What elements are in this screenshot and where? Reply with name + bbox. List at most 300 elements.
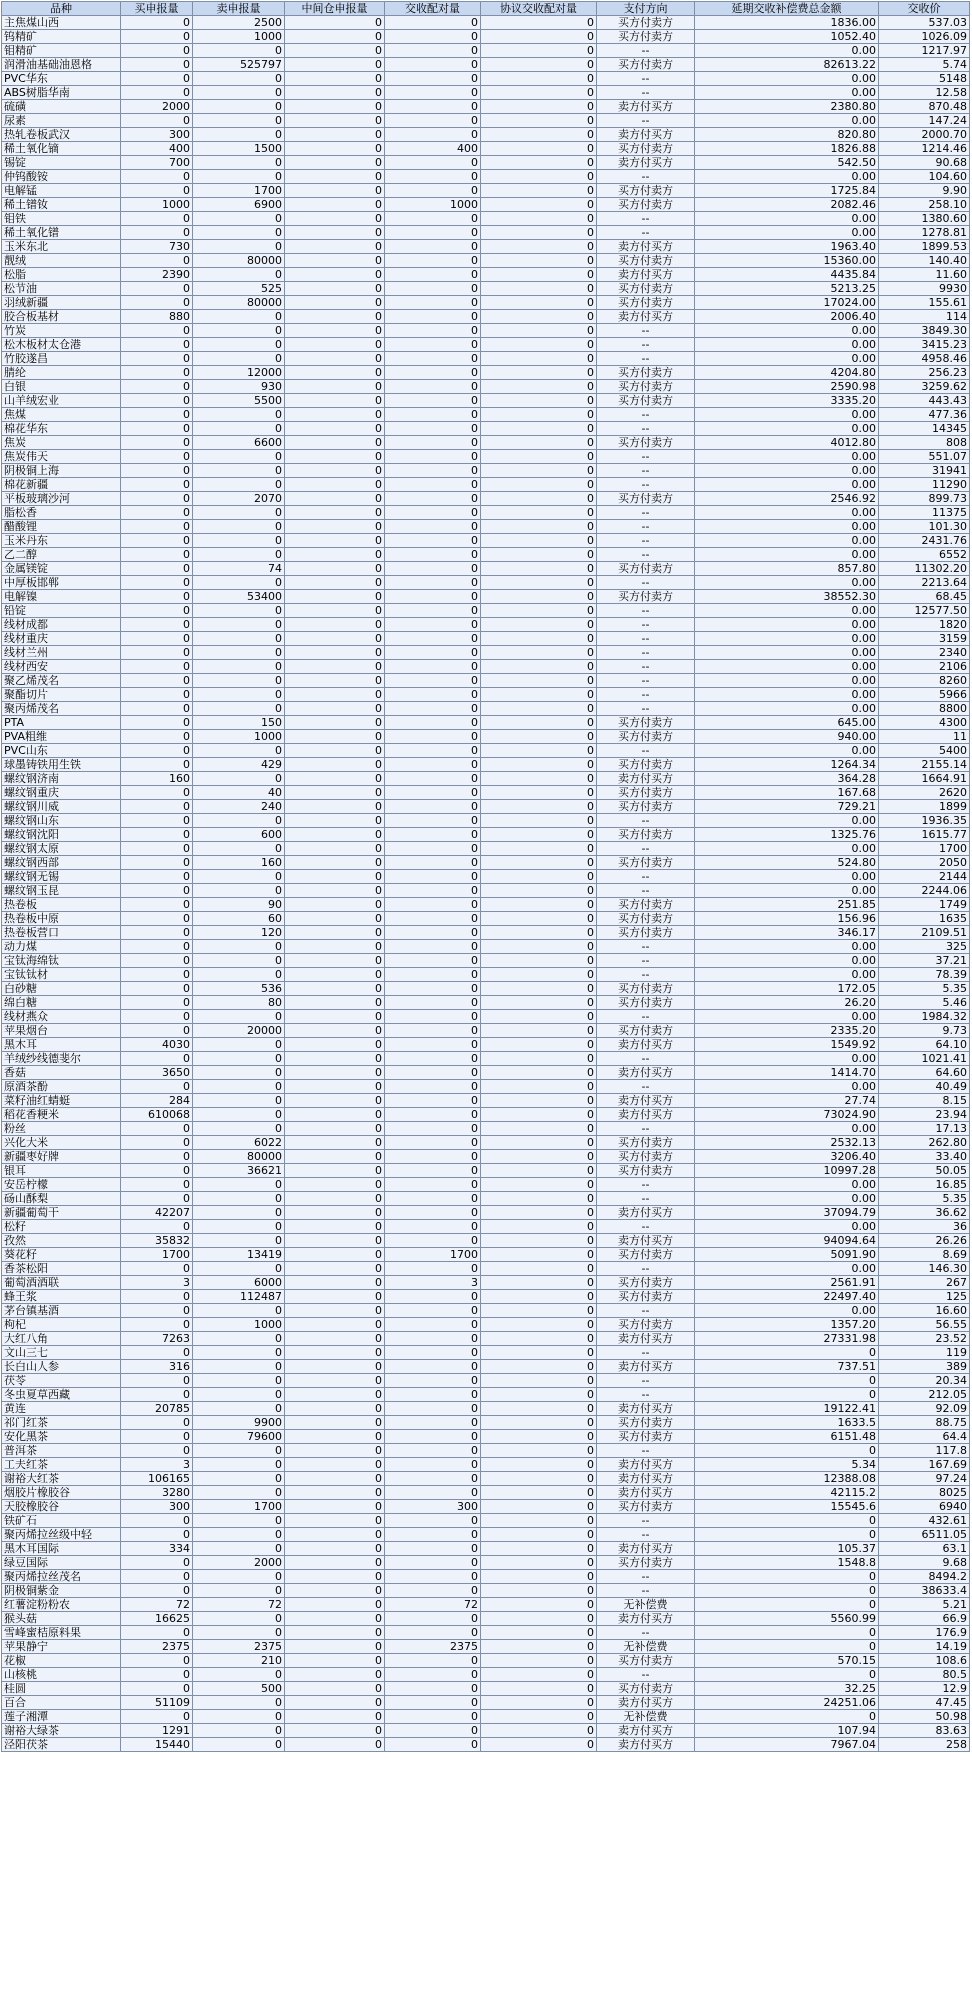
table-row: [2, 380, 970, 394]
cell-delivery-price: 5.46: [879, 996, 970, 1010]
cell-variety: 螺纹钢重庆: [2, 786, 121, 800]
cell-sell-qty: 13419: [193, 1248, 285, 1262]
cell-compensation-total: 857.80: [695, 562, 879, 576]
cell-sell-qty: 0: [193, 646, 285, 660]
cell-matched-qty: 0: [385, 814, 481, 828]
cell-payment-direction: 卖方付买方: [597, 128, 695, 142]
cell-payment-direction: 卖方付买方: [597, 240, 695, 254]
cell-payment-direction: 买方付卖方: [597, 898, 695, 912]
cell-agreement-qty: 0: [481, 408, 597, 422]
cell-middle-qty: 0: [285, 464, 385, 478]
cell-middle-qty: 0: [285, 324, 385, 338]
cell-buy-qty: 0: [121, 1388, 193, 1402]
cell-delivery-price: 389: [879, 1360, 970, 1374]
cell-delivery-price: 68.45: [879, 590, 970, 604]
table-row: [2, 1318, 970, 1332]
cell-delivery-price: 1635: [879, 912, 970, 926]
table-row: [2, 1304, 970, 1318]
table-row: [2, 1290, 970, 1304]
cell-delivery-price: 114: [879, 310, 970, 324]
cell-agreement-qty: 0: [481, 1234, 597, 1248]
cell-payment-direction: 买方付卖方: [597, 758, 695, 772]
cell-middle-qty: 0: [285, 618, 385, 632]
cell-sell-qty: 210: [193, 1654, 285, 1668]
cell-middle-qty: 0: [285, 534, 385, 548]
cell-sell-qty: 0: [193, 100, 285, 114]
cell-middle-qty: 0: [285, 226, 385, 240]
cell-payment-direction: --: [597, 44, 695, 58]
cell-sell-qty: 2375: [193, 1640, 285, 1654]
cell-matched-qty: 0: [385, 702, 481, 716]
cell-matched-qty: 0: [385, 408, 481, 422]
cell-compensation-total: 24251.06: [695, 1696, 879, 1710]
cell-payment-direction: --: [597, 870, 695, 884]
cell-buy-qty: 0: [121, 1010, 193, 1024]
cell-variety: 线材重庆: [2, 632, 121, 646]
cell-payment-direction: --: [597, 478, 695, 492]
table-row: [2, 1094, 970, 1108]
table-row: [2, 814, 970, 828]
cell-sell-qty: 0: [193, 1486, 285, 1500]
cell-matched-qty: 0: [385, 478, 481, 492]
cell-agreement-qty: 0: [481, 492, 597, 506]
table-row: [2, 1584, 970, 1598]
cell-sell-qty: 0: [193, 1570, 285, 1584]
cell-buy-qty: 1000: [121, 198, 193, 212]
cell-compensation-total: 0.00: [695, 1122, 879, 1136]
cell-middle-qty: 0: [285, 1094, 385, 1108]
cell-variety: 稀土氧化镝: [2, 142, 121, 156]
cell-agreement-qty: 0: [481, 1430, 597, 1444]
cell-variety: 烟胶片橡胶谷: [2, 1486, 121, 1500]
cell-sell-qty: 0: [193, 576, 285, 590]
cell-payment-direction: --: [597, 1374, 695, 1388]
cell-agreement-qty: 0: [481, 296, 597, 310]
cell-delivery-price: 899.73: [879, 492, 970, 506]
header-agreement-qty: 协议交收配对量: [481, 2, 597, 16]
cell-middle-qty: 0: [285, 1248, 385, 1262]
cell-compensation-total: 542.50: [695, 156, 879, 170]
cell-agreement-qty: 0: [481, 268, 597, 282]
cell-payment-direction: 买方付卖方: [597, 380, 695, 394]
table-row: [2, 786, 970, 800]
cell-agreement-qty: 0: [481, 478, 597, 492]
cell-sell-qty: 0: [193, 1696, 285, 1710]
cell-middle-qty: 0: [285, 44, 385, 58]
cell-buy-qty: 700: [121, 156, 193, 170]
cell-buy-qty: 0: [121, 1570, 193, 1584]
table-row: [2, 758, 970, 772]
cell-delivery-price: 40.49: [879, 1080, 970, 1094]
cell-compensation-total: 42115.2: [695, 1486, 879, 1500]
cell-agreement-qty: 0: [481, 142, 597, 156]
table-row: [2, 884, 970, 898]
cell-variety: 螺纹钢玉昆: [2, 884, 121, 898]
cell-compensation-total: 3335.20: [695, 394, 879, 408]
cell-compensation-total: 0: [695, 1514, 879, 1528]
cell-middle-qty: 0: [285, 1206, 385, 1220]
cell-buy-qty: 2375: [121, 1640, 193, 1654]
cell-buy-qty: 0: [121, 562, 193, 576]
table-row: [2, 1668, 970, 1682]
cell-buy-qty: 0: [121, 982, 193, 996]
cell-payment-direction: 买方付卖方: [597, 1318, 695, 1332]
cell-agreement-qty: 0: [481, 1136, 597, 1150]
table-row: [2, 156, 970, 170]
cell-buy-qty: 300: [121, 128, 193, 142]
cell-middle-qty: 0: [285, 240, 385, 254]
cell-payment-direction: 买方付卖方: [597, 492, 695, 506]
cell-delivery-price: 2244.06: [879, 884, 970, 898]
cell-variety: 热卷板: [2, 898, 121, 912]
cell-payment-direction: --: [597, 702, 695, 716]
cell-compensation-total: 0.00: [695, 44, 879, 58]
cell-matched-qty: 0: [385, 450, 481, 464]
cell-middle-qty: 0: [285, 170, 385, 184]
cell-sell-qty: 2070: [193, 492, 285, 506]
cell-matched-qty: 0: [385, 436, 481, 450]
cell-sell-qty: 9900: [193, 1416, 285, 1430]
table-row: [2, 1458, 970, 1472]
cell-buy-qty: 15440: [121, 1738, 193, 1752]
cell-payment-direction: --: [597, 674, 695, 688]
cell-matched-qty: 0: [385, 366, 481, 380]
cell-middle-qty: 0: [285, 1458, 385, 1472]
cell-agreement-qty: 0: [481, 1094, 597, 1108]
cell-compensation-total: 0.00: [695, 884, 879, 898]
cell-agreement-qty: 0: [481, 366, 597, 380]
cell-matched-qty: 0: [385, 912, 481, 926]
cell-matched-qty: 0: [385, 1038, 481, 1052]
cell-sell-qty: 0: [193, 1108, 285, 1122]
cell-variety: 祁门红茶: [2, 1416, 121, 1430]
cell-variety: 线材燕众: [2, 1010, 121, 1024]
cell-middle-qty: 0: [285, 1514, 385, 1528]
cell-middle-qty: 0: [285, 128, 385, 142]
cell-sell-qty: 0: [193, 520, 285, 534]
cell-sell-qty: 0: [193, 702, 285, 716]
cell-payment-direction: --: [597, 842, 695, 856]
cell-delivery-price: 1026.09: [879, 30, 970, 44]
cell-delivery-price: 14345: [879, 422, 970, 436]
cell-payment-direction: --: [597, 548, 695, 562]
cell-middle-qty: 0: [285, 352, 385, 366]
header-row: [2, 2, 970, 16]
cell-variety: 竹炭: [2, 324, 121, 338]
cell-delivery-price: 88.75: [879, 1416, 970, 1430]
cell-variety: 文山三七: [2, 1346, 121, 1360]
table-row: [2, 618, 970, 632]
cell-delivery-price: 47.45: [879, 1696, 970, 1710]
cell-payment-direction: --: [597, 226, 695, 240]
cell-variety: 热卷板中原: [2, 912, 121, 926]
cell-compensation-total: 737.51: [695, 1360, 879, 1374]
table-row: [2, 268, 970, 282]
table-row: [2, 982, 970, 996]
cell-buy-qty: 0: [121, 338, 193, 352]
cell-compensation-total: 0.00: [695, 324, 879, 338]
cell-sell-qty: 0: [193, 1220, 285, 1234]
cell-buy-qty: 0: [121, 1136, 193, 1150]
cell-sell-qty: 1000: [193, 1318, 285, 1332]
cell-buy-qty: 0: [121, 856, 193, 870]
cell-matched-qty: 0: [385, 1710, 481, 1724]
table-row: [2, 30, 970, 44]
cell-buy-qty: 16625: [121, 1612, 193, 1626]
table-row: [2, 1108, 970, 1122]
table-row: [2, 702, 970, 716]
cell-middle-qty: 0: [285, 408, 385, 422]
cell-variety: 雪峰蜜桔原料果: [2, 1626, 121, 1640]
cell-compensation-total: 10997.28: [695, 1164, 879, 1178]
cell-sell-qty: 20000: [193, 1024, 285, 1038]
cell-delivery-price: 5.35: [879, 982, 970, 996]
cell-agreement-qty: 0: [481, 618, 597, 632]
cell-agreement-qty: 0: [481, 1598, 597, 1612]
cell-variety: 热卷板营口: [2, 926, 121, 940]
cell-variety: 银耳: [2, 1164, 121, 1178]
cell-variety: 普洱茶: [2, 1444, 121, 1458]
cell-agreement-qty: 0: [481, 198, 597, 212]
cell-middle-qty: 0: [285, 478, 385, 492]
cell-variety: 冬虫夏草西藏: [2, 1388, 121, 1402]
cell-delivery-price: 6552: [879, 548, 970, 562]
table-row: [2, 534, 970, 548]
cell-payment-direction: 买方付卖方: [597, 856, 695, 870]
cell-matched-qty: 0: [385, 1290, 481, 1304]
cell-compensation-total: 1963.40: [695, 240, 879, 254]
cell-buy-qty: 610068: [121, 1108, 193, 1122]
cell-buy-qty: 0: [121, 1528, 193, 1542]
cell-delivery-price: 11302.20: [879, 562, 970, 576]
table-row: [2, 198, 970, 212]
cell-middle-qty: 0: [285, 758, 385, 772]
table-row: [2, 1514, 970, 1528]
cell-sell-qty: 5500: [193, 394, 285, 408]
cell-payment-direction: --: [597, 450, 695, 464]
cell-agreement-qty: 0: [481, 114, 597, 128]
cell-middle-qty: 0: [285, 884, 385, 898]
cell-delivery-price: 5.35: [879, 1192, 970, 1206]
cell-sell-qty: 0: [193, 968, 285, 982]
cell-matched-qty: 0: [385, 926, 481, 940]
table-row: [2, 1626, 970, 1640]
cell-sell-qty: 0: [193, 352, 285, 366]
cell-agreement-qty: 0: [481, 1122, 597, 1136]
cell-agreement-qty: 0: [481, 1276, 597, 1290]
table-row: [2, 254, 970, 268]
cell-compensation-total: 1264.34: [695, 758, 879, 772]
cell-middle-qty: 0: [285, 1360, 385, 1374]
cell-matched-qty: 0: [385, 1402, 481, 1416]
table-row: [2, 128, 970, 142]
cell-payment-direction: --: [597, 688, 695, 702]
cell-buy-qty: 0: [121, 1318, 193, 1332]
table-row: [2, 72, 970, 86]
cell-delivery-price: 11375: [879, 506, 970, 520]
cell-sell-qty: 0: [193, 478, 285, 492]
cell-matched-qty: 0: [385, 310, 481, 324]
cell-buy-qty: 160: [121, 772, 193, 786]
cell-payment-direction: 卖方付买方: [597, 1206, 695, 1220]
table-row: [2, 450, 970, 464]
cell-delivery-price: 64.10: [879, 1038, 970, 1052]
cell-agreement-qty: 0: [481, 576, 597, 590]
cell-buy-qty: 334: [121, 1542, 193, 1556]
cell-middle-qty: 0: [285, 772, 385, 786]
cell-middle-qty: 0: [285, 1038, 385, 1052]
table-row: [2, 1192, 970, 1206]
cell-payment-direction: 卖方付买方: [597, 1360, 695, 1374]
cell-sell-qty: 0: [193, 156, 285, 170]
cell-delivery-price: 477.36: [879, 408, 970, 422]
cell-middle-qty: 0: [285, 744, 385, 758]
cell-payment-direction: 买方付卖方: [597, 296, 695, 310]
cell-sell-qty: 0: [193, 72, 285, 86]
cell-middle-qty: 0: [285, 114, 385, 128]
cell-variety: 硫磺: [2, 100, 121, 114]
cell-sell-qty: 0: [193, 688, 285, 702]
table-row: [2, 604, 970, 618]
cell-compensation-total: 156.96: [695, 912, 879, 926]
cell-matched-qty: 0: [385, 982, 481, 996]
cell-payment-direction: --: [597, 72, 695, 86]
cell-buy-qty: 0: [121, 744, 193, 758]
cell-payment-direction: 卖方付买方: [597, 1738, 695, 1752]
cell-compensation-total: 0.00: [695, 1080, 879, 1094]
cell-matched-qty: 0: [385, 100, 481, 114]
table-row: [2, 1570, 970, 1584]
cell-agreement-qty: 0: [481, 1626, 597, 1640]
cell-payment-direction: 买方付卖方: [597, 800, 695, 814]
cell-agreement-qty: 0: [481, 1570, 597, 1584]
cell-payment-direction: 买方付卖方: [597, 996, 695, 1010]
cell-delivery-price: 4958.46: [879, 352, 970, 366]
cell-compensation-total: 15360.00: [695, 254, 879, 268]
cell-sell-qty: 80000: [193, 1150, 285, 1164]
cell-matched-qty: 0: [385, 604, 481, 618]
cell-agreement-qty: 0: [481, 660, 597, 674]
table-row: [2, 1724, 970, 1738]
cell-payment-direction: --: [597, 324, 695, 338]
cell-variety: 主焦煤山西: [2, 16, 121, 30]
cell-matched-qty: 0: [385, 842, 481, 856]
cell-matched-qty: 0: [385, 940, 481, 954]
cell-compensation-total: 2561.91: [695, 1276, 879, 1290]
cell-sell-qty: 0: [193, 1066, 285, 1080]
table-row: [2, 590, 970, 604]
table-row: [2, 1024, 970, 1038]
cell-sell-qty: 0: [193, 324, 285, 338]
cell-middle-qty: 0: [285, 100, 385, 114]
cell-compensation-total: 0: [695, 1528, 879, 1542]
cell-middle-qty: 0: [285, 604, 385, 618]
cell-variety: 松木板材太仓港: [2, 338, 121, 352]
cell-matched-qty: 0: [385, 1542, 481, 1556]
cell-agreement-qty: 0: [481, 1164, 597, 1178]
cell-matched-qty: 0: [385, 870, 481, 884]
cell-delivery-price: 92.09: [879, 1402, 970, 1416]
cell-agreement-qty: 0: [481, 1206, 597, 1220]
cell-middle-qty: 0: [285, 1080, 385, 1094]
cell-compensation-total: 0.00: [695, 226, 879, 240]
cell-buy-qty: 0: [121, 1584, 193, 1598]
cell-delivery-price: 1899: [879, 800, 970, 814]
cell-delivery-price: 9.73: [879, 1024, 970, 1038]
table-row: [2, 1010, 970, 1024]
cell-variety: 绵白糖: [2, 996, 121, 1010]
cell-middle-qty: 0: [285, 968, 385, 982]
cell-agreement-qty: 0: [481, 954, 597, 968]
cell-payment-direction: --: [597, 576, 695, 590]
cell-compensation-total: 0: [695, 1584, 879, 1598]
cell-delivery-price: 26.26: [879, 1234, 970, 1248]
cell-payment-direction: --: [597, 1220, 695, 1234]
cell-matched-qty: 0: [385, 1150, 481, 1164]
table-row: [2, 1122, 970, 1136]
cell-middle-qty: 0: [285, 1696, 385, 1710]
cell-matched-qty: 0: [385, 1472, 481, 1486]
cell-matched-qty: 0: [385, 800, 481, 814]
table-row: [2, 1486, 970, 1500]
cell-sell-qty: 1500: [193, 142, 285, 156]
cell-compensation-total: 0: [695, 1626, 879, 1640]
cell-agreement-qty: 0: [481, 772, 597, 786]
cell-agreement-qty: 0: [481, 548, 597, 562]
cell-buy-qty: 0: [121, 16, 193, 30]
cell-sell-qty: 0: [193, 1402, 285, 1416]
cell-buy-qty: 0: [121, 1416, 193, 1430]
cell-matched-qty: 0: [385, 1262, 481, 1276]
cell-sell-qty: 53400: [193, 590, 285, 604]
cell-buy-qty: 0: [121, 422, 193, 436]
cell-payment-direction: 卖方付买方: [597, 1234, 695, 1248]
cell-buy-qty: 0: [121, 282, 193, 296]
cell-delivery-price: 140.40: [879, 254, 970, 268]
cell-matched-qty: 0: [385, 296, 481, 310]
cell-payment-direction: --: [597, 114, 695, 128]
cell-buy-qty: 4030: [121, 1038, 193, 1052]
cell-sell-qty: 0: [193, 1094, 285, 1108]
cell-payment-direction: --: [597, 632, 695, 646]
cell-delivery-price: 1984.32: [879, 1010, 970, 1024]
cell-variety: 桂圆: [2, 1682, 121, 1696]
cell-delivery-price: 64.4: [879, 1430, 970, 1444]
table-row: [2, 632, 970, 646]
cell-compensation-total: 0.00: [695, 408, 879, 422]
cell-matched-qty: 0: [385, 1024, 481, 1038]
cell-compensation-total: 172.05: [695, 982, 879, 996]
table-row: [2, 1444, 970, 1458]
cell-variety: 平板玻璃沙河: [2, 492, 121, 506]
cell-delivery-price: 256.23: [879, 366, 970, 380]
table-row: [2, 352, 970, 366]
cell-payment-direction: 卖方付买方: [597, 1542, 695, 1556]
cell-buy-qty: 2390: [121, 268, 193, 282]
cell-delivery-price: 8025: [879, 1486, 970, 1500]
cell-variety: 螺纹钢山东: [2, 814, 121, 828]
cell-middle-qty: 0: [285, 1682, 385, 1696]
cell-matched-qty: 0: [385, 1178, 481, 1192]
cell-middle-qty: 0: [285, 1234, 385, 1248]
cell-agreement-qty: 0: [481, 1556, 597, 1570]
cell-delivery-price: 1214.46: [879, 142, 970, 156]
cell-middle-qty: 0: [285, 1724, 385, 1738]
cell-buy-qty: 0: [121, 114, 193, 128]
cell-agreement-qty: 0: [481, 758, 597, 772]
cell-sell-qty: 0: [193, 744, 285, 758]
cell-variety: 孜然: [2, 1234, 121, 1248]
